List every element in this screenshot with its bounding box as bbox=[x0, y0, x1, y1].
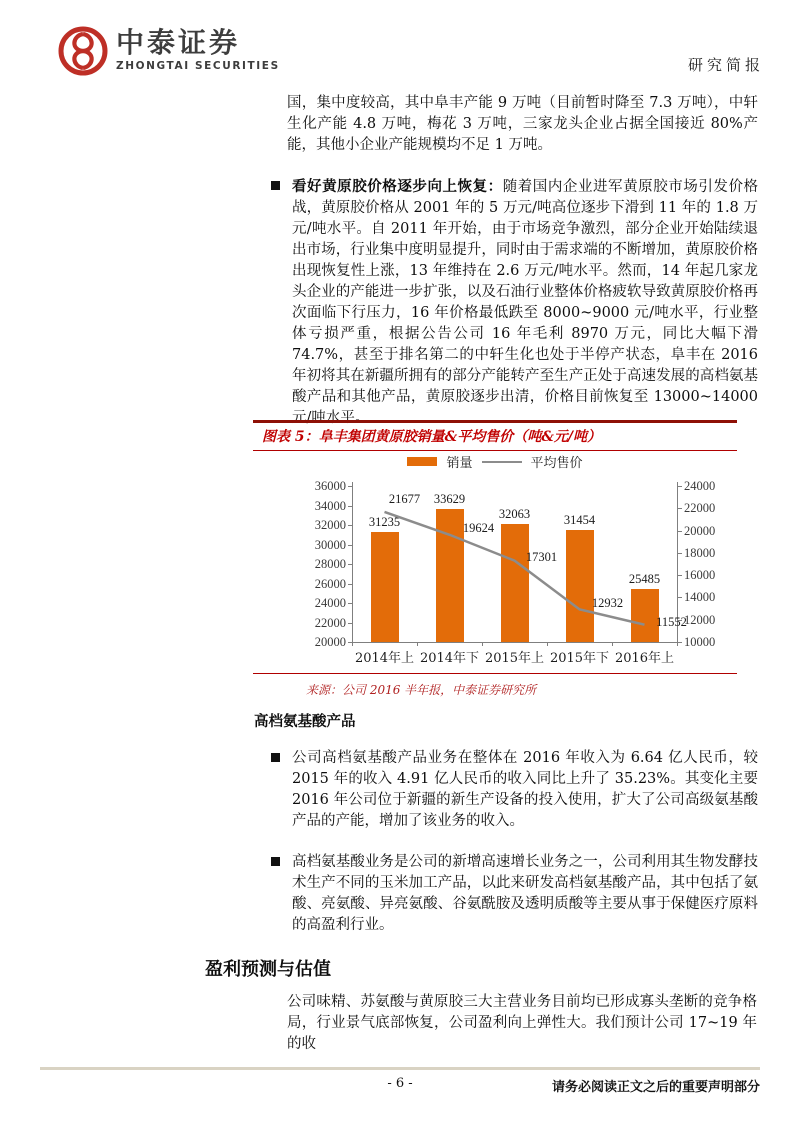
x-axis-category-label: 2016年上 bbox=[614, 651, 675, 666]
right-axis-tickmark bbox=[678, 575, 682, 576]
right-axis-tick-label: 16000 bbox=[684, 568, 716, 583]
x-axis-category-label: 2015年上 bbox=[484, 651, 545, 666]
left-axis-tick-label: 26000 bbox=[314, 576, 346, 591]
zhongtai-logo-icon bbox=[56, 24, 110, 78]
bullet-xanthan-price bbox=[292, 176, 758, 429]
left-axis-tick-label: 22000 bbox=[314, 615, 346, 630]
figure-source: 来源：公司 2016 半年报，中泰证券研究所 bbox=[306, 683, 537, 697]
paragraph-continuation: 国，集中度较高，其中阜丰产能 9 万吨（目前暂时降至 7.3 万吨），中轩生化产能 4.8 万吨，梅花 3 万吨，三家龙头企业占据全国接近 80%产能，其他小企业产能规模均不足 1 万吨。 bbox=[287, 95, 758, 153]
left-axis-tick-label: 34000 bbox=[314, 498, 346, 513]
sales-bar bbox=[501, 524, 529, 642]
right-axis-tick-label: 22000 bbox=[684, 501, 716, 516]
right-axis-tick-label: 20000 bbox=[684, 523, 716, 538]
sales-bar bbox=[371, 532, 399, 642]
x-axis-tickmark bbox=[547, 642, 548, 646]
price-line-label: 12932 bbox=[591, 596, 624, 611]
sales-bar-label: 33629 bbox=[433, 492, 466, 507]
left-axis-tick-label: 36000 bbox=[314, 479, 346, 493]
right-axis-tickmark bbox=[678, 531, 682, 532]
chart-legend bbox=[253, 452, 737, 471]
left-axis-tickmark bbox=[348, 486, 352, 487]
sales-bar-label: 25485 bbox=[628, 571, 661, 586]
price-line-label: 19624 bbox=[462, 520, 495, 535]
legend-bar-swatch-icon bbox=[407, 457, 437, 466]
right-axis-tickmark bbox=[678, 486, 682, 487]
x-axis-category-label: 2014年下 bbox=[419, 651, 480, 666]
left-axis-tickmark bbox=[348, 564, 352, 565]
bullet-square-icon bbox=[271, 857, 280, 866]
bullet-amino-revenue: 公司高档氨基酸产品业务在整体在 2016 年收入为 6.64 亿人民币，较 2015 年的收入 4.91 亿人民币的收入同比上升了 35.23%。其变化主要 2016 年公司位于新疆的新生产设备的投入使用，扩大了公司高级氨基酸产品的产能，增加了该业务的收入。 bbox=[292, 750, 758, 829]
x-axis-category-label: 2015年下 bbox=[549, 651, 610, 666]
left-axis-tick-label: 28000 bbox=[314, 557, 346, 571]
right-axis-tick-label: 24000 bbox=[684, 479, 716, 493]
figure-bottom-rule bbox=[253, 673, 737, 674]
sales-price-chart bbox=[253, 476, 737, 668]
footer-divider bbox=[40, 1067, 760, 1070]
sales-bar-label: 31454 bbox=[563, 513, 596, 528]
x-axis-tickmark bbox=[352, 642, 353, 646]
logo-text-block bbox=[116, 28, 280, 72]
legend-line-swatch-icon bbox=[482, 461, 522, 463]
bullet-square-icon bbox=[271, 753, 280, 762]
right-axis-tickmark bbox=[678, 553, 682, 554]
bullet-amino-business: 高档氨基酸业务是公司的新增高速增长业务之一，公司利用其生物发酵技术生产不同的玉米加工产品，以此来研发高档氨基酸产品，其中包括了氨酸、亮氨酸、异亮氨酸、谷氨酰胺及透明质酸等主要从事于保健医疗原料的高盈利行业。 bbox=[292, 854, 758, 933]
x-axis-tickmark bbox=[482, 642, 483, 646]
left-axis-tick-label: 30000 bbox=[314, 537, 346, 552]
sales-bar bbox=[566, 530, 594, 642]
sales-bar-label: 32063 bbox=[498, 507, 531, 522]
figure-title: 图表 5：阜丰集团黄原胶销量&平均售价（吨&元/吨） bbox=[262, 429, 602, 445]
company-name-cn: 中泰证券 bbox=[116, 26, 241, 59]
right-axis-tickmark bbox=[678, 642, 682, 643]
section-heading-forecast: 盈利预测与估值 bbox=[205, 959, 331, 980]
right-axis-tickmark bbox=[678, 597, 682, 598]
bullet-body: 随着国内企业进军黄原胶市场引发价格战，黄原胶价格从 2001 年的 5 万元/吨高位逐步下滑到 11 年的 1.8 万元/吨水平。自 2011 年开始，由于市场竞争激烈，部分企业开始陆续退出市场，行业集中度明显提升，同时由于需求端的不断增加，黄原胶价格出现恢复性上涨，13 年维持在 2.6 万元/吨水平。然而，14 年起几家龙头企业的产能进一步扩张，以及石油行业整体价格疲软导致黄原胶价格再次面临下行压力，16 年价格最低跌至 8000~9000 元/吨水平，行业整体亏损严重，根据公告公司 16 年毛利 8970 万元，同比大幅下滑 74.7%，甚至于排名第二的中轩生化也处于半停产状态，阜丰在 2016 年初将其在新疆所拥有的部分产能转产至生产正处于高速发展的高档氨基酸产品和其他产品，黄原胶逐步出清，价格目前恢复至 13000~14000 元/吨水平。 bbox=[292, 179, 759, 426]
right-axis-tickmark bbox=[678, 508, 682, 509]
left-axis-tickmark bbox=[348, 545, 352, 546]
sales-bar-label: 31235 bbox=[368, 515, 401, 530]
x-axis-category-label: 2014年上 bbox=[354, 651, 415, 666]
right-axis-tick-label: 14000 bbox=[684, 590, 716, 605]
price-line-label: 11552 bbox=[656, 614, 687, 629]
bullet-square-icon bbox=[271, 181, 280, 190]
figure-title-bar bbox=[253, 420, 737, 451]
x-axis-tickmark bbox=[677, 642, 678, 646]
x-axis-line bbox=[352, 642, 678, 643]
right-axis-tick-label: 10000 bbox=[684, 635, 716, 649]
left-axis-tickmark bbox=[348, 603, 352, 604]
right-axis-tick-label: 12000 bbox=[684, 612, 716, 627]
page-number: - 6 - bbox=[387, 1076, 413, 1091]
left-axis-tickmark bbox=[348, 623, 352, 624]
company-name-en: ZHONGTAI SECURITIES bbox=[116, 60, 280, 72]
x-axis-tickmark bbox=[417, 642, 418, 646]
footer-disclaimer: 请务必阅读正文之后的重要声明部分 bbox=[551, 1080, 760, 1095]
price-line-label: 17301 bbox=[525, 549, 558, 564]
bullet-lead: 看好黄原胶价格逐步向上恢复： bbox=[292, 178, 503, 195]
left-axis-tickmark bbox=[348, 525, 352, 526]
left-axis-line bbox=[352, 482, 353, 642]
left-axis-tick-label: 32000 bbox=[314, 518, 346, 532]
left-axis-tickmark bbox=[348, 506, 352, 507]
left-axis-tick-label: 20000 bbox=[314, 635, 346, 649]
right-axis-tick-label: 18000 bbox=[684, 545, 716, 560]
left-axis-tickmark bbox=[348, 584, 352, 585]
section-heading-amino: 高档氨基酸产品 bbox=[254, 713, 356, 730]
x-axis-tickmark bbox=[612, 642, 613, 646]
paragraph-forecast: 公司味精、苏氨酸与黄原胶三大主营业务目前均已形成寡头垄断的竞争格局，行业景气底部恢复，公司盈利向上弹性大。我们预计公司 17~19 年的收 bbox=[287, 994, 757, 1052]
price-line-label: 21677 bbox=[388, 491, 421, 506]
legend-label-price: 平均售价 bbox=[530, 456, 583, 471]
left-axis-tick-label: 24000 bbox=[314, 596, 346, 610]
legend-label-sales: 销量 bbox=[446, 456, 473, 471]
doc-type-label: 研究简报 bbox=[688, 56, 765, 74]
